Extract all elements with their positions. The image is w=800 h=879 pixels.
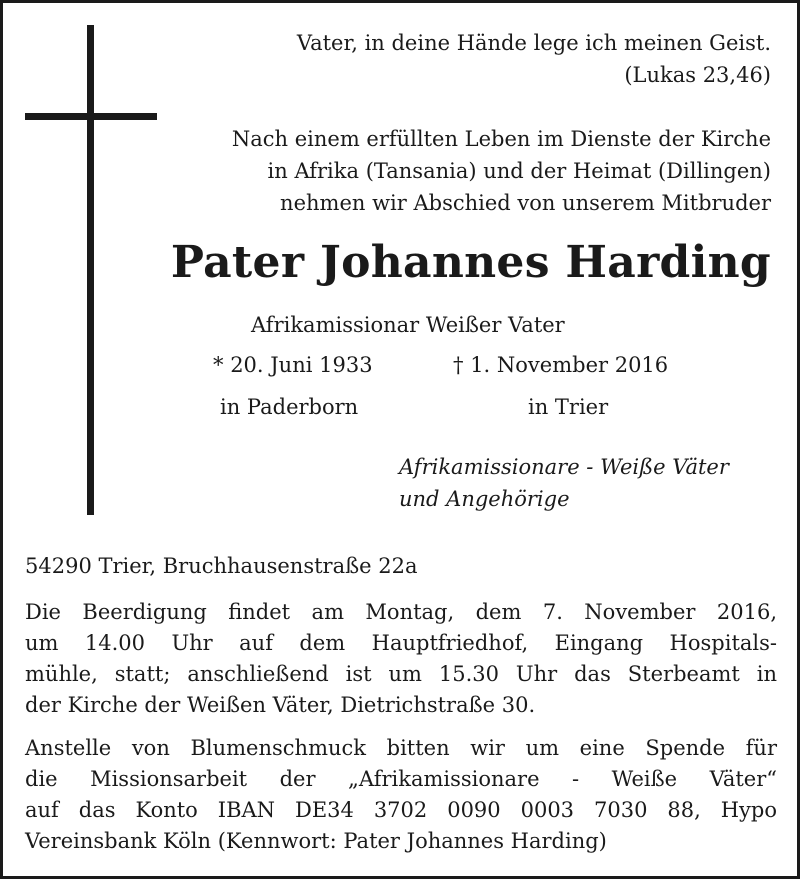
cross-icon — [87, 25, 94, 515]
mourners-line-2: und Angehörige — [399, 487, 570, 511]
birth-date-line — [213, 355, 373, 376]
funeral-line-3: mühle, statt; anschließend ist um 15.30 Uhr das Sterbeamt in — [25, 662, 777, 686]
bible-reference: (Lukas 23,46) — [624, 63, 771, 87]
donation-paragraph — [25, 733, 777, 857]
mourners-line-1: Afrikamissionare - Weiße Väter — [399, 455, 729, 479]
deceased-role: Afrikamissionar Weißer Vater — [251, 313, 565, 337]
cross-icon-bar — [25, 113, 157, 120]
donation-line-4: Vereinsbank Köln (Kennwort: Pater Johannes Harding) — [25, 829, 607, 853]
intro-line-3: nehmen wir Abschied von unserem Mitbruder — [280, 191, 771, 215]
birth-date: 20. Juni 1933 — [230, 353, 373, 377]
funeral-line-4: der Kirche der Weißen Väter, Dietrichstraße 30. — [25, 693, 536, 717]
intro-line-1: Nach einem erfüllten Leben im Dienste der Kirche — [231, 127, 771, 151]
donation-line-2: die Missionsarbeit der „Afrikamissionare - Weiße Väter“ — [25, 767, 777, 791]
deceased-name: Pater Johannes Harding — [170, 237, 771, 288]
birth-place: in Paderborn — [220, 395, 359, 419]
bible-quote: Vater, in deine Hände lege ich meinen Geist. — [296, 31, 771, 55]
death-date-line — [453, 355, 668, 376]
address: 54290 Trier, Bruchhausenstraße 22a — [25, 554, 418, 578]
funeral-paragraph — [25, 597, 777, 721]
death-place: in Trier — [528, 395, 609, 419]
death-symbol: † — [453, 353, 464, 377]
donation-line-1: Anstelle von Blumenschmuck bitten wir um eine Spende für — [25, 736, 777, 760]
birth-symbol: * — [213, 353, 224, 377]
funeral-line-1: Die Beerdigung findet am Montag, dem 7. November 2016, — [25, 600, 777, 624]
donation-line-3: auf das Konto IBAN DE34 3702 0090 0003 7030 88, Hypo — [25, 798, 777, 822]
death-date: 1. November 2016 — [470, 353, 669, 377]
funeral-line-2: um 14.00 Uhr auf dem Hauptfriedhof, Eingang Hospitals- — [25, 631, 777, 655]
intro-line-2: in Afrika (Tansania) und der Heimat (Dillingen) — [267, 159, 771, 183]
